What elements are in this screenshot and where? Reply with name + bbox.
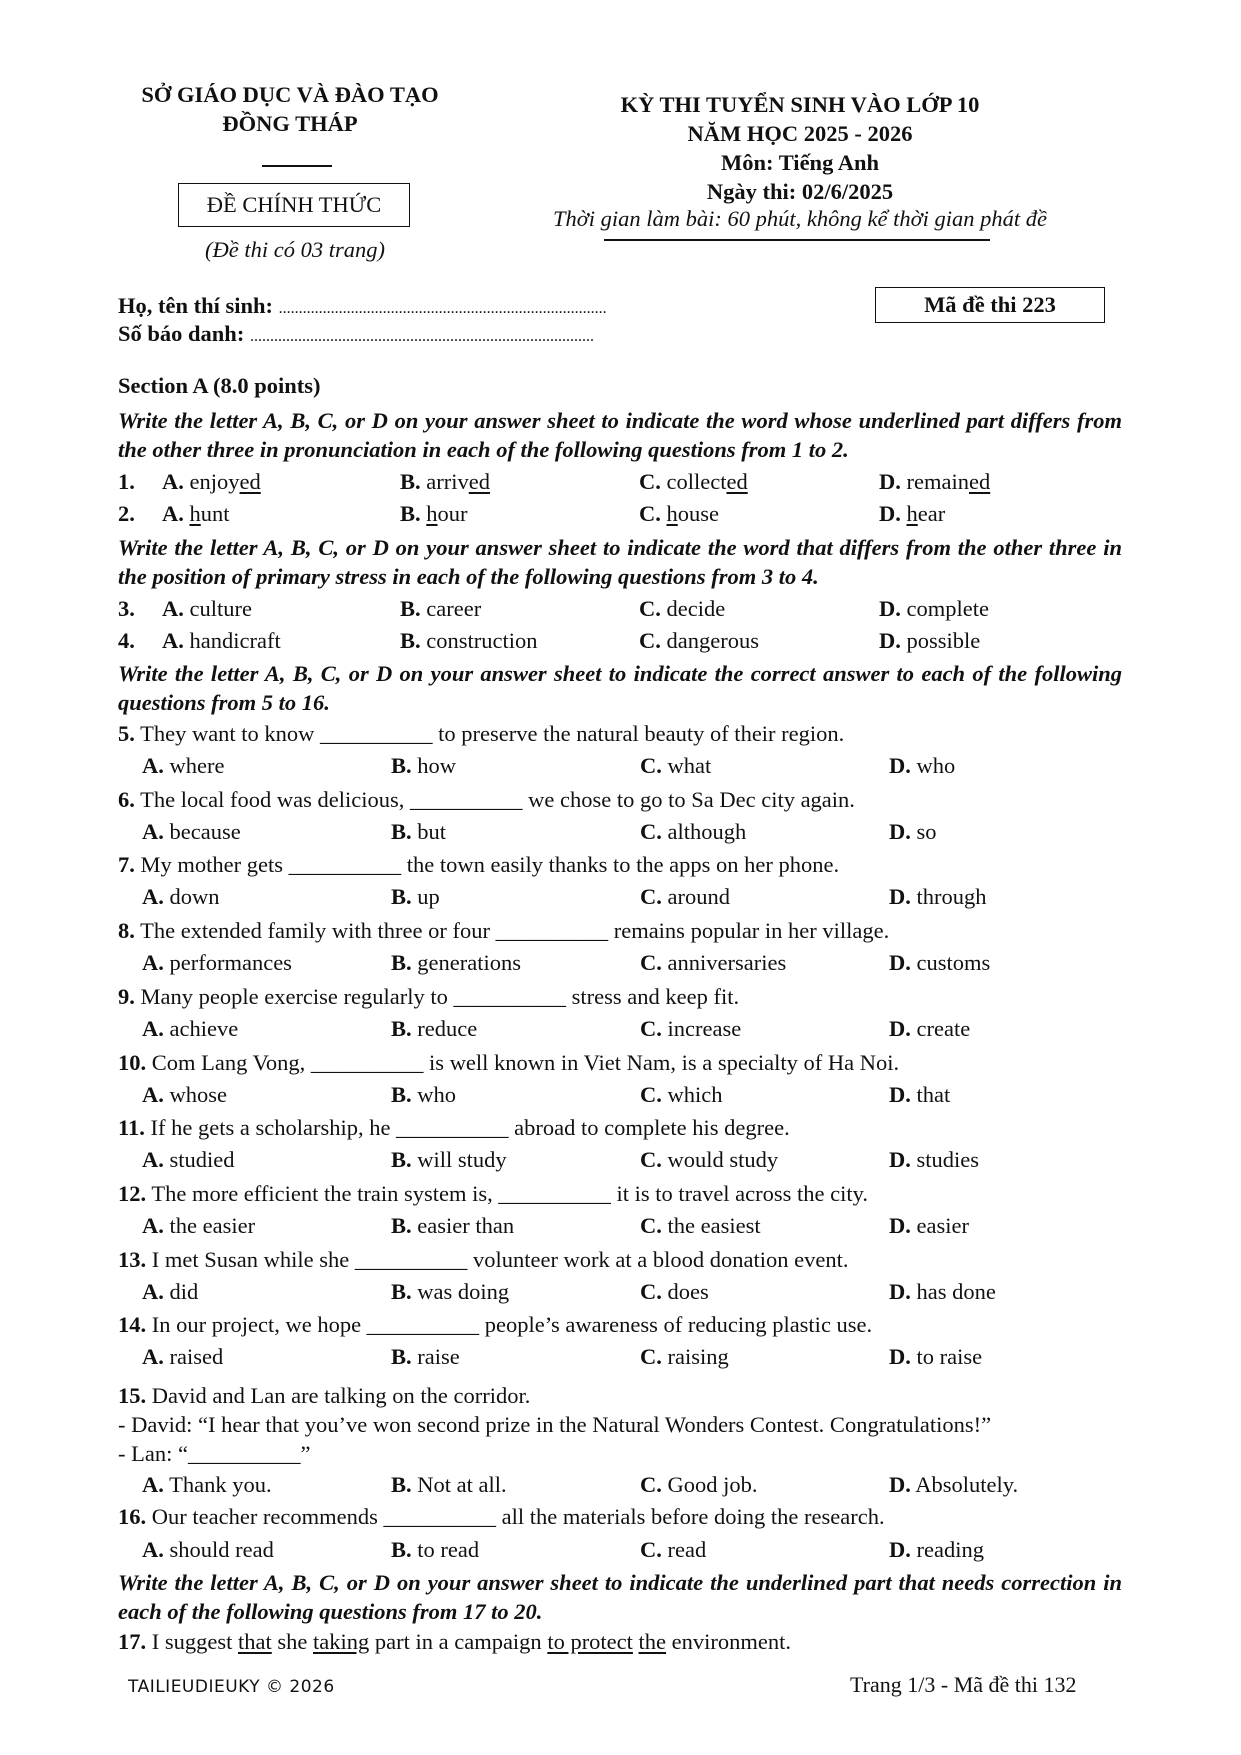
- question-number: 3.: [118, 596, 135, 621]
- option-d[interactable]: D. through: [889, 884, 987, 909]
- option-a[interactable]: A. the easier: [142, 1213, 256, 1238]
- question-6-options: [118, 816, 1122, 848]
- question-number: 5.: [118, 721, 135, 746]
- question-16-stem: [118, 1501, 885, 1533]
- question-stem: In our project, we hope __________ people’s awareness of reducing plastic use.: [151, 1312, 873, 1337]
- question-4: [118, 625, 1122, 657]
- exam-code: Mã đề thi 223: [924, 292, 1056, 317]
- underlined-part: h: [666, 501, 678, 526]
- option-a[interactable]: A. did: [142, 1279, 199, 1304]
- pages-note: (Đề thi có 03 trang): [205, 237, 385, 262]
- option-b[interactable]: B. construction: [400, 628, 538, 653]
- question-number: 16.: [118, 1504, 147, 1529]
- option-a[interactable]: A. should read: [142, 1537, 274, 1562]
- option-b[interactable]: B. up: [391, 884, 440, 909]
- question-1: [118, 466, 1122, 498]
- question-number: 10.: [118, 1050, 147, 1075]
- stem-text: environment.: [666, 1629, 792, 1654]
- option-b[interactable]: B. Not at all.: [391, 1472, 507, 1497]
- option-b[interactable]: B. easier than: [391, 1213, 515, 1238]
- underlined-part[interactable]: taking: [313, 1629, 370, 1654]
- question-number: 8.: [118, 918, 135, 943]
- option-d[interactable]: D. that: [889, 1082, 951, 1107]
- question-13-stem: [118, 1244, 849, 1276]
- underlined-part: ed: [239, 469, 261, 494]
- stem-text: I suggest: [151, 1629, 238, 1654]
- stem-text: part in a campaign: [369, 1629, 548, 1654]
- question-stem: My mother gets __________ the town easily thanks to the apps on her phone.: [140, 852, 840, 877]
- exam-code-box: [875, 287, 1105, 323]
- option-a[interactable]: A. hunt: [162, 501, 230, 526]
- option-b[interactable]: B. was doing: [391, 1279, 510, 1304]
- department-line1: SỞ GIÁO DỤC VÀ ĐÀO TẠO: [141, 82, 439, 107]
- question-15-david: - David: “I hear that you’ve won second prize in the Natural Wonders Contest. Congratulations!”: [118, 1412, 992, 1437]
- section-title: Section A (8.0 points): [118, 373, 321, 398]
- question-number: 13.: [118, 1247, 147, 1272]
- question-15-stem: [118, 1380, 530, 1412]
- question-stem: Our teacher recommends __________ all the materials before doing the research.: [151, 1504, 885, 1529]
- underlined-part[interactable]: to protect: [547, 1629, 633, 1654]
- underlined-part: h: [189, 501, 201, 526]
- question-9-options: [118, 1013, 1122, 1045]
- exam-title: KỲ THI TUYỂN SINH VÀO LỚP 10: [620, 92, 980, 117]
- option-c[interactable]: C. raising: [640, 1344, 729, 1369]
- option-d[interactable]: D. remained: [879, 469, 991, 494]
- option-b[interactable]: B. arrived: [400, 469, 490, 494]
- question-stem: The extended family with three or four __________ remains popular in her village.: [140, 918, 890, 943]
- option-b[interactable]: B. will study: [391, 1147, 507, 1172]
- option-c[interactable]: C. what: [640, 753, 712, 778]
- exam-heading: [540, 90, 1060, 206]
- option-c[interactable]: C. collected: [639, 469, 748, 494]
- option-a[interactable]: A. raised: [142, 1344, 224, 1369]
- question-14-options: [118, 1341, 1122, 1373]
- question-9-stem: [118, 981, 739, 1013]
- question-12-stem: [118, 1178, 868, 1210]
- option-d[interactable]: D. hear: [879, 501, 946, 526]
- option-c[interactable]: C. does: [640, 1279, 709, 1304]
- question-stem: The more efficient the train system is, __________ it is to travel across the city.: [151, 1181, 869, 1206]
- option-b[interactable]: B. generations: [391, 950, 521, 975]
- question-number: 6.: [118, 787, 135, 812]
- option-d[interactable]: D. create: [889, 1016, 971, 1041]
- option-c[interactable]: C. read: [640, 1537, 707, 1562]
- option-a[interactable]: A. because: [142, 819, 241, 844]
- question-2: [118, 498, 1122, 530]
- candidate-id-label: Số báo danh:: [118, 321, 245, 346]
- option-b[interactable]: B. hour: [400, 501, 468, 526]
- option-a[interactable]: A. performances: [142, 950, 292, 975]
- option-d[interactable]: D. so: [889, 819, 937, 844]
- question-number: 11.: [118, 1115, 145, 1140]
- question-7-stem: [118, 849, 839, 881]
- question-16-options: [118, 1534, 1122, 1566]
- option-a[interactable]: A. studied: [142, 1147, 235, 1172]
- question-6-stem: [118, 784, 855, 816]
- option-a[interactable]: A. culture: [162, 596, 252, 621]
- option-d[interactable]: D. complete: [879, 596, 989, 621]
- option-b[interactable]: B. reduce: [391, 1016, 478, 1041]
- option-c[interactable]: C. Good job.: [640, 1472, 758, 1497]
- option-d[interactable]: D. Absolutely.: [889, 1472, 1019, 1497]
- question-8-stem: [118, 915, 889, 947]
- option-b[interactable]: B. how: [391, 753, 457, 778]
- official-label: ĐỀ CHÍNH THỨC: [206, 192, 382, 217]
- question-number: 2.: [118, 501, 135, 526]
- option-d[interactable]: D. easier: [889, 1213, 969, 1238]
- option-a[interactable]: A. enjoyed: [162, 469, 261, 494]
- option-a[interactable]: A. achieve: [142, 1016, 239, 1041]
- option-c[interactable]: C. although: [640, 819, 747, 844]
- option-a[interactable]: A. where: [142, 753, 225, 778]
- question-3: [118, 593, 1122, 625]
- option-d[interactable]: D. reading: [889, 1537, 984, 1562]
- question-5-options: [118, 750, 1122, 782]
- underlined-part: h: [426, 501, 438, 526]
- question-stem: [152, 1629, 791, 1654]
- candidate-id-field[interactable]: ......................................................................................: [249, 328, 594, 345]
- header-divider-right: [604, 239, 990, 241]
- question-stem: I met Susan while she __________ volunteer work at a blood donation event.: [151, 1247, 849, 1272]
- question-14-stem: [118, 1309, 872, 1341]
- option-b[interactable]: B. to read: [391, 1537, 480, 1562]
- instruction-error-correction: Write the letter A, B, C, or D on your answer sheet to indicate the underlined part that needs correction in each of the following questions from 17 to 20.: [118, 1570, 1122, 1624]
- instruction-correct-answer: Write the letter A, B, C, or D on your answer sheet to indicate the correct answer to each of the following questions from 5 to 16.: [118, 661, 1122, 715]
- instruction-pronunciation: Write the letter A, B, C, or D on your answer sheet to indicate the word whose underlined part differs from the other three in pronunciation in each of the following questions from 1 to 2.: [118, 408, 1122, 462]
- question-number: 15.: [118, 1383, 147, 1408]
- underlined-part: ed: [468, 469, 490, 494]
- underlined-part: ed: [968, 469, 991, 494]
- candidate-name-field[interactable]: ..................................................................................: [278, 300, 607, 317]
- question-11-options: [118, 1144, 1122, 1176]
- option-c[interactable]: C. which: [640, 1082, 723, 1107]
- option-b[interactable]: B. who: [391, 1082, 457, 1107]
- option-a[interactable]: A. Thank you.: [142, 1472, 272, 1497]
- question-number: 1.: [118, 469, 135, 494]
- option-c[interactable]: C. would study: [640, 1147, 779, 1172]
- option-c[interactable]: C. anniversaries: [640, 950, 787, 975]
- option-d[interactable]: D. to raise: [889, 1344, 983, 1369]
- underlined-part: ed: [726, 469, 748, 494]
- option-d[interactable]: D. customs: [889, 950, 991, 975]
- question-stem: Com Lang Vong, __________ is well known in Viet Nam, is a specialty of Ha Noi.: [151, 1050, 900, 1075]
- question-number: 7.: [118, 852, 135, 877]
- underlined-part[interactable]: that: [238, 1629, 272, 1654]
- underlined-part[interactable]: the: [638, 1629, 667, 1654]
- question-10-stem: [118, 1047, 899, 1079]
- option-a[interactable]: A. whose: [142, 1082, 227, 1107]
- underlined-part: h: [906, 501, 918, 526]
- footer-page-number: Trang 1/3 - Mã đề thi 132: [850, 1672, 1077, 1697]
- candidate-id-line: [118, 318, 594, 353]
- option-a[interactable]: A. down: [142, 884, 220, 909]
- question-7-options: [118, 881, 1122, 913]
- instruction-stress: Write the letter A, B, C, or D on your answer sheet to indicate the word that differs from the other three in the position of primary stress in each of the following questions from 3 to 4.: [118, 535, 1122, 589]
- option-b[interactable]: B. raise: [391, 1344, 460, 1369]
- question-17: [118, 1626, 791, 1658]
- option-c[interactable]: C. house: [639, 501, 719, 526]
- question-number: 17.: [118, 1629, 147, 1654]
- option-d[interactable]: D. has done: [889, 1279, 996, 1304]
- option-c[interactable]: C. around: [640, 884, 730, 909]
- candidate-name-label: Họ, tên thí sinh:: [118, 293, 274, 318]
- question-10-options: [118, 1079, 1122, 1111]
- question-stem: They want to know __________ to preserve the natural beauty of their region.: [140, 721, 845, 746]
- department-line2: ĐỒNG THÁP: [222, 111, 358, 136]
- question-15-lan: - Lan: “__________”: [118, 1441, 311, 1466]
- option-c[interactable]: C. increase: [640, 1016, 742, 1041]
- option-c[interactable]: C. decide: [639, 596, 726, 621]
- question-number: 14.: [118, 1312, 147, 1337]
- stem-text: she: [271, 1629, 313, 1654]
- subject: Môn: Tiếng Anh: [721, 150, 879, 175]
- option-d[interactable]: D. who: [889, 753, 956, 778]
- question-8-options: [118, 947, 1122, 979]
- question-12-options: [118, 1210, 1122, 1242]
- header-divider-left: [262, 165, 332, 167]
- question-11-stem: [118, 1112, 790, 1144]
- option-d[interactable]: D. studies: [889, 1147, 980, 1172]
- question-number: 12.: [118, 1181, 147, 1206]
- option-c[interactable]: C. the easiest: [640, 1213, 761, 1238]
- question-15-options: [118, 1469, 1122, 1501]
- school-year: NĂM HỌC 2025 - 2026: [687, 121, 913, 146]
- footer-watermark: TAILIEUDIEUKY © 2026: [128, 1677, 335, 1697]
- option-b[interactable]: B. career: [400, 596, 482, 621]
- question-stem: If he gets a scholarship, he __________ abroad to complete his degree.: [150, 1115, 790, 1140]
- duration: Thời gian làm bài: 60 phút, không kể thời gian phát đề: [553, 206, 1047, 231]
- exam-date: Ngày thi: 02/6/2025: [706, 179, 894, 204]
- question-5-stem: [118, 718, 844, 750]
- option-c[interactable]: C. dangerous: [639, 628, 759, 653]
- question-stem: Many people exercise regularly to __________ stress and keep fit.: [140, 984, 740, 1009]
- official-label-box: [178, 183, 410, 227]
- question-number: 9.: [118, 984, 135, 1009]
- question-number: 4.: [118, 628, 135, 653]
- option-b[interactable]: B. but: [391, 819, 447, 844]
- option-d[interactable]: D. possible: [879, 628, 981, 653]
- question-13-options: [118, 1276, 1122, 1308]
- department-name: [105, 80, 475, 138]
- option-a[interactable]: A. handicraft: [162, 628, 281, 653]
- question-stem: David and Lan are talking on the corridor.: [151, 1383, 531, 1408]
- question-stem: The local food was delicious, __________ we chose to go to Sa Dec city again.: [140, 787, 855, 812]
